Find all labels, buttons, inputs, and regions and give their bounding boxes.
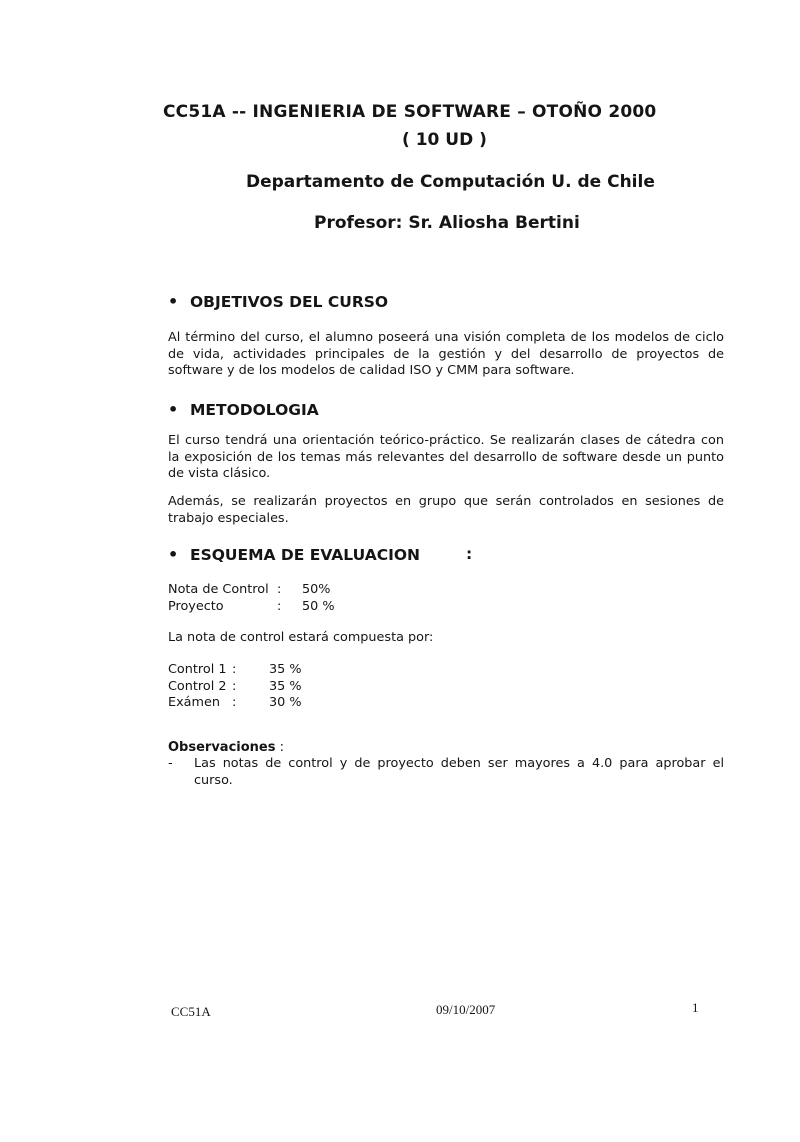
- weight-label: Nota de Control: [168, 582, 269, 597]
- weight-sep: :: [277, 598, 282, 614]
- control-label: Exámen: [168, 695, 220, 710]
- control-row: [168, 695, 302, 712]
- professor: Profesor: Sr. Aliosha Bertini: [314, 213, 580, 233]
- control-value: 35 %: [269, 662, 302, 677]
- control-label: Control 2: [168, 678, 227, 694]
- control-sep: :: [232, 662, 237, 677]
- section-title: OBJETIVOS DEL CURSO: [190, 293, 389, 311]
- weight-label: Proyecto: [168, 598, 224, 614]
- bullet-icon: •: [168, 292, 179, 311]
- objetivos-paragraph: Al término del curso, el alumno poseerá una visión completa de los modelos de ciclo de vida, actividades principales de la gestión y del desarrollo de proyectos de software y de los modelos de calidad ISO y CMM para software.: [168, 330, 724, 378]
- section-title-colon: :: [466, 545, 473, 563]
- weight-row: [168, 599, 335, 616]
- weight-value: 50 %: [302, 598, 335, 614]
- department: Departamento de Computación U. de Chile: [246, 172, 655, 192]
- control-row: [168, 679, 302, 696]
- section-title: METODOLOGIA: [190, 401, 319, 419]
- observaciones-title: Observaciones: [168, 740, 276, 755]
- control-row: [168, 662, 302, 679]
- section-title: ESQUEMA DE EVALUACION: [190, 546, 421, 564]
- metodologia-paragraph-1: El curso tendrá una orientación teórico-práctico. Se realizarán clases de cátedra con la exposición de los temas más relevantes del desarrollo de software desde un punto de vista clásico.: [168, 433, 724, 481]
- control-breakdown: [168, 662, 302, 712]
- control-intro: La nota de control estará compuesta por:: [168, 630, 434, 645]
- control-label: Control 1: [168, 662, 227, 677]
- bullet-icon: •: [168, 400, 179, 419]
- dash-bullet: -: [168, 756, 173, 771]
- course-units: ( 10 UD ): [402, 130, 487, 150]
- control-value: 30 %: [269, 695, 302, 710]
- section-heading-objetivos: [168, 292, 388, 311]
- control-sep: :: [232, 695, 237, 710]
- section-heading-metodologia: [168, 400, 319, 419]
- evaluation-weights: [168, 582, 335, 615]
- observaciones-text: Las notas de control y de proyecto deben ser mayores a 4.0 para aprobar el curso.: [194, 756, 724, 788]
- footer-course-code: CC51A: [171, 1004, 211, 1019]
- observaciones-colon: :: [275, 740, 284, 755]
- weight-row: [168, 582, 335, 599]
- section-heading-evaluacion: [168, 545, 420, 564]
- footer-page-number: 1: [692, 1000, 699, 1015]
- metodologia-paragraph-2: Además, se realizarán proyectos en grupo que serán controlados en sesiones de trabajo especiales.: [168, 494, 724, 526]
- footer-date: 09/10/2007: [436, 1002, 496, 1017]
- control-sep: :: [232, 678, 237, 694]
- course-title: CC51A -- INGENIERIA DE SOFTWARE – OTOÑO 2000: [163, 102, 657, 122]
- weight-sep: :: [277, 582, 282, 597]
- control-value: 35 %: [269, 678, 302, 694]
- bullet-icon: •: [168, 545, 179, 564]
- observaciones-heading: [168, 740, 284, 755]
- weight-value: 50%: [302, 582, 331, 597]
- observaciones-item: [168, 756, 724, 789]
